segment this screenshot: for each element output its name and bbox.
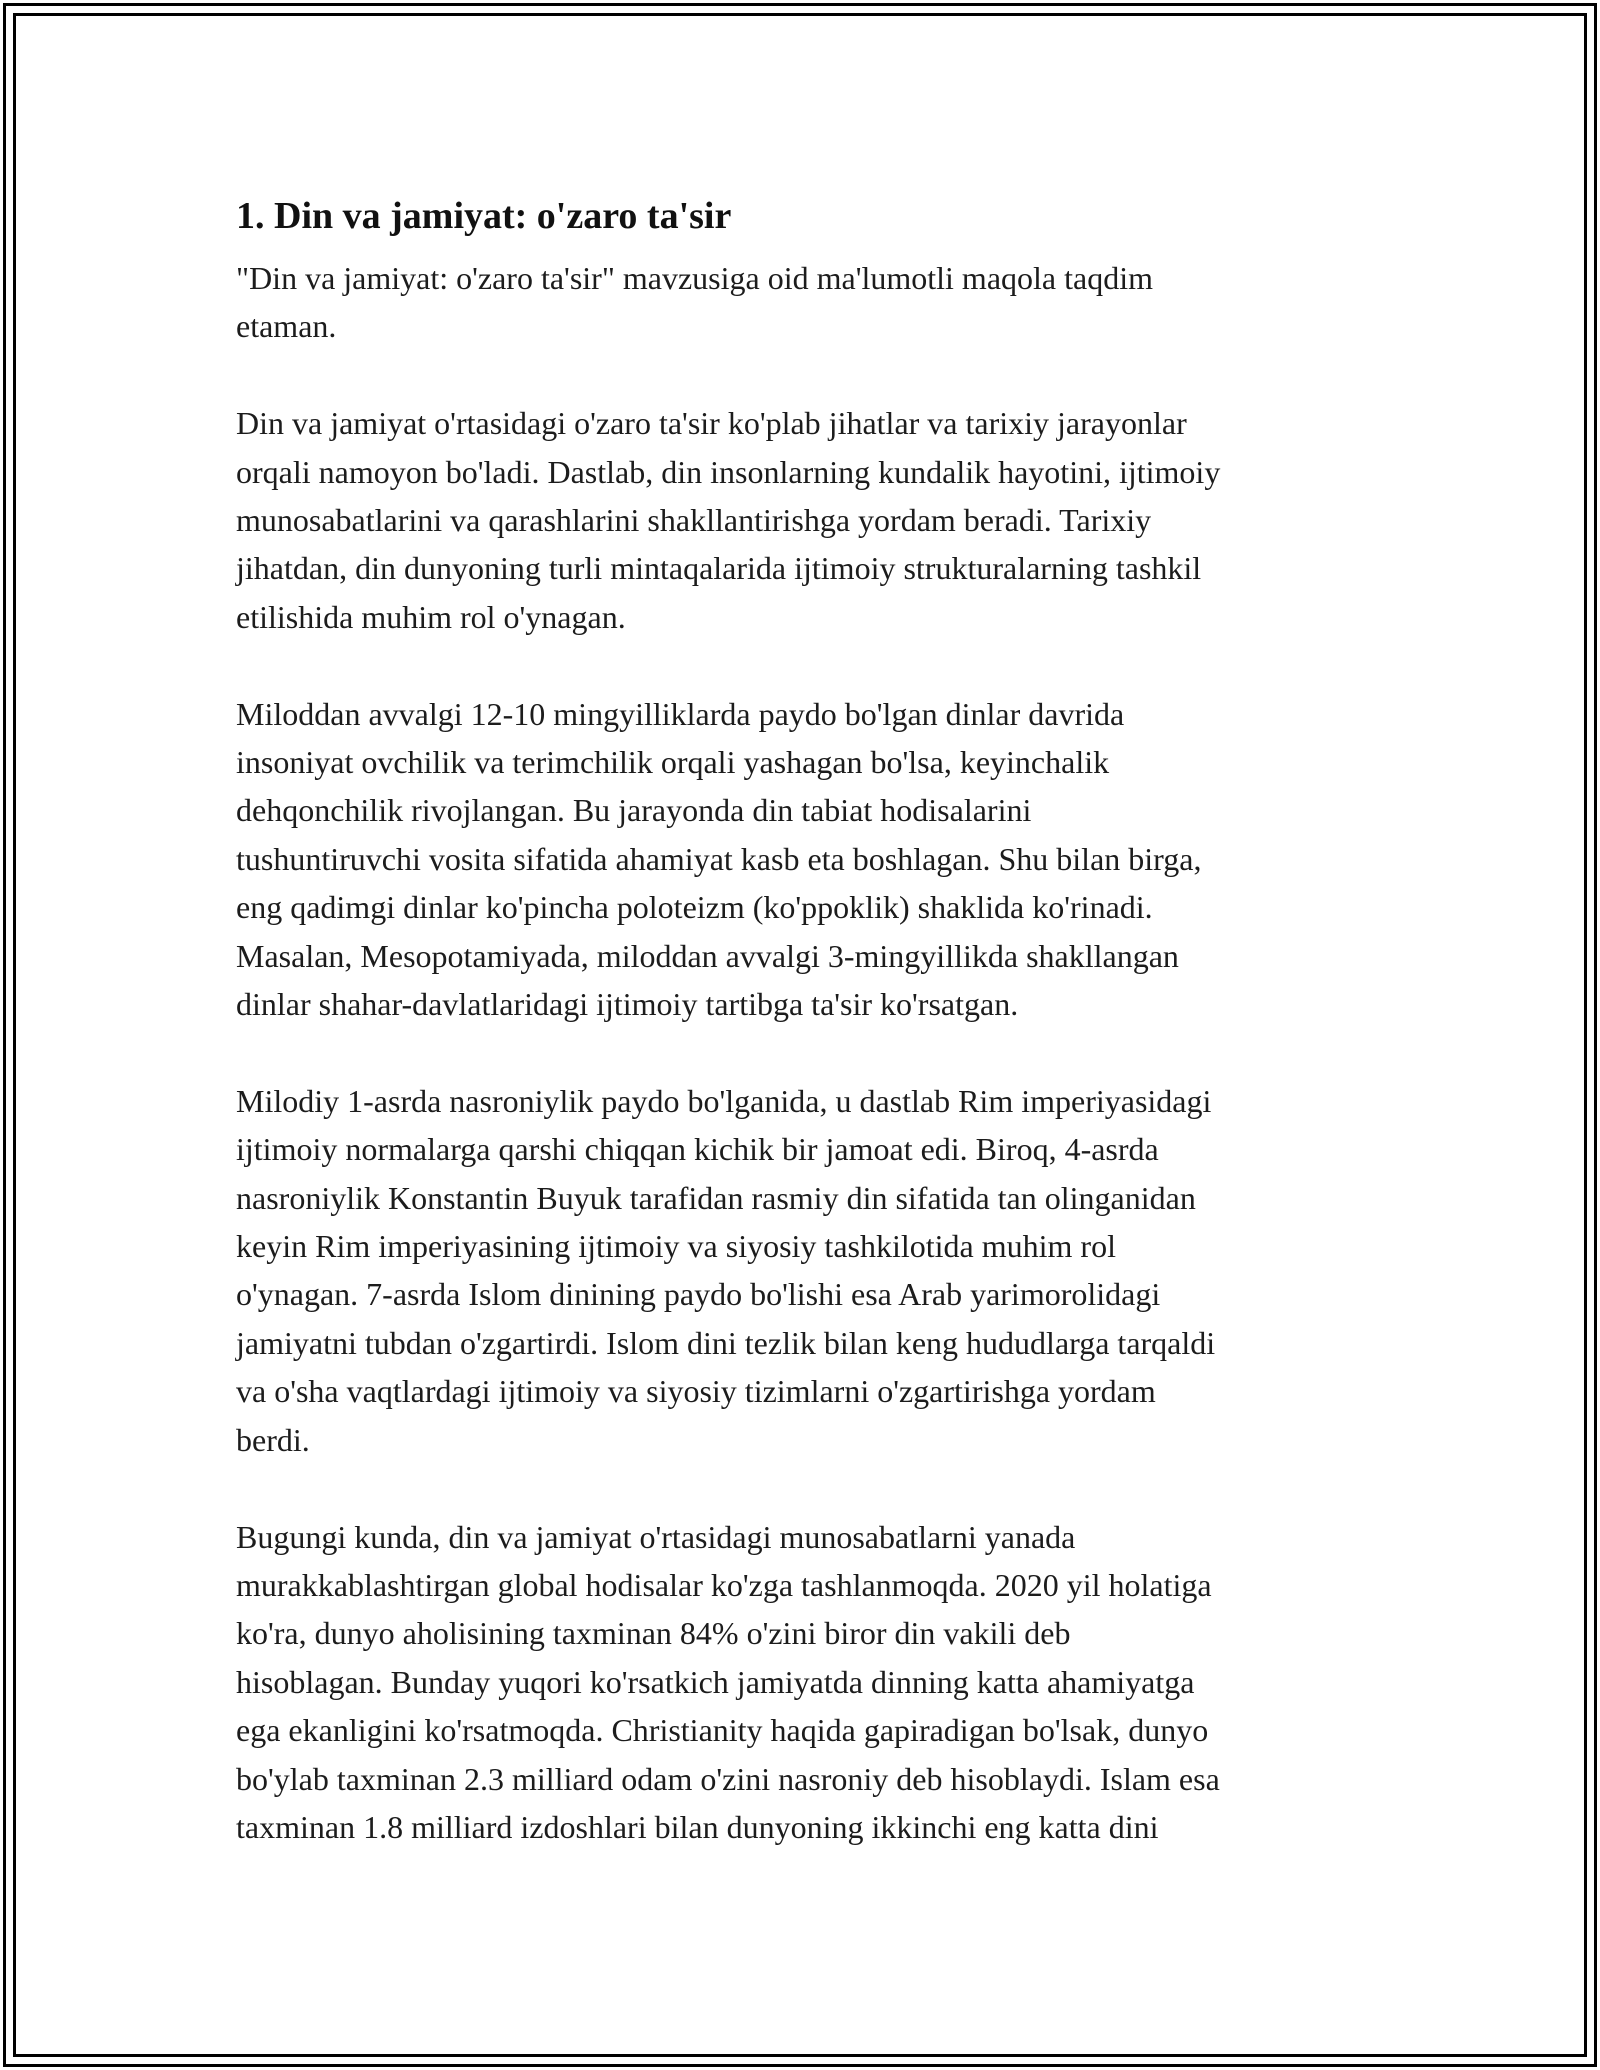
- paragraph-overview: Din va jamiyat o'rtasidagi o'zaro ta'sir ko'plab jihatlar va tarixiy jarayonlar orqali namoyon bo'ladi. Dastlab, din insonlarning kundalik hayotini, ijtimoiy munosabatlarini va qarashlarini shakllantirishga yordam beradi. Tarixiy jihatdan, din dunyoning turli mintaqalarida ijtimoiy strukturalarning tashkil etilishida muhim rol o'ynagan.: [236, 405, 1221, 635]
- paragraph-modern-day: Bugungi kunda, din va jamiyat o'rtasidagi munosabatlarni yanada murakkablashtirgan global hodisalar ko'zga tashlanmoqda. 2020 yil holatiga ko'ra, dunyo aholisining taxminan 84% o'zini biror din vakili deb hisoblagan. Bunday yuqori ko'rsatkich jamiyatda dinning katta ahamiyatga ega ekanligini ko'rsatmoqda. Christianity haqida gapiradigan bo'lsak, dunyo bo'ylab taxminan 2.3 milliard odam o'zini nasroniy deb hisoblaydi. Islam esa taxminan 1.8 milliard izdoshlari bilan dunyoning ikkinchi eng katta dini: [236, 1518, 1220, 1845]
- paragraph-christianity-islam: Milodiy 1-asrda nasroniylik paydo bo'lganida, u dastlab Rim imperiyasidagi ijtimoiy normalarga qarshi chiqqan kichik bir jamoat edi. Biroq, 4-asrda nasroniylik Konstantin Buyuk tarafidan rasmiy din sifatida tan olinganidan keyin Rim imperiyasining ijtimoiy va siyosiy tashkilotida muhim rol o'ynagan. 7-asrda Islom dinining paydo bo'lishi esa Arab yarimorolidagi jamiyatni tubdan o'zgartirdi. Islom dini tezlik bilan keng hududlarga tarqaldi va o'sha vaqtlardagi ijtimoiy va siyosiy tizimlarni o'zgartirishga yordam berdi.: [236, 1082, 1216, 1458]
- paragraph-intro: "Din va jamiyat: o'zaro ta'sir" mavzusiga oid ma'lumotli maqola taqdim etaman.: [236, 260, 1153, 345]
- paragraph-ancient-religions: Miloddan avvalgi 12-10 mingyilliklarda paydo bo'lgan dinlar davrida insoniyat ovchilik va terimchilik orqali yashagan bo'lsa, keyinchalik dehqonchilik rivojlangan. Bu jarayonda din tabiat hodisalarini tushuntiruvchi vosita sifatida ahamiyat kasb eta boshlagan. Shu bilan birga, eng qadimgi dinlar ko'pincha poloteizm (ko'ppoklik) shaklida ko'rinadi. Masalan, Mesopotamiyada, miloddan avvalgi 3-mingyillikda shakllangan dinlar shahar-davlatlaridagi ijtimoiy tartibga ta'sir ko'rsatgan.: [236, 695, 1202, 1023]
- section-title: 1. Din va jamiyat: o'zaro ta'sir: [236, 195, 732, 237]
- document-body: [236, 188, 1368, 1851]
